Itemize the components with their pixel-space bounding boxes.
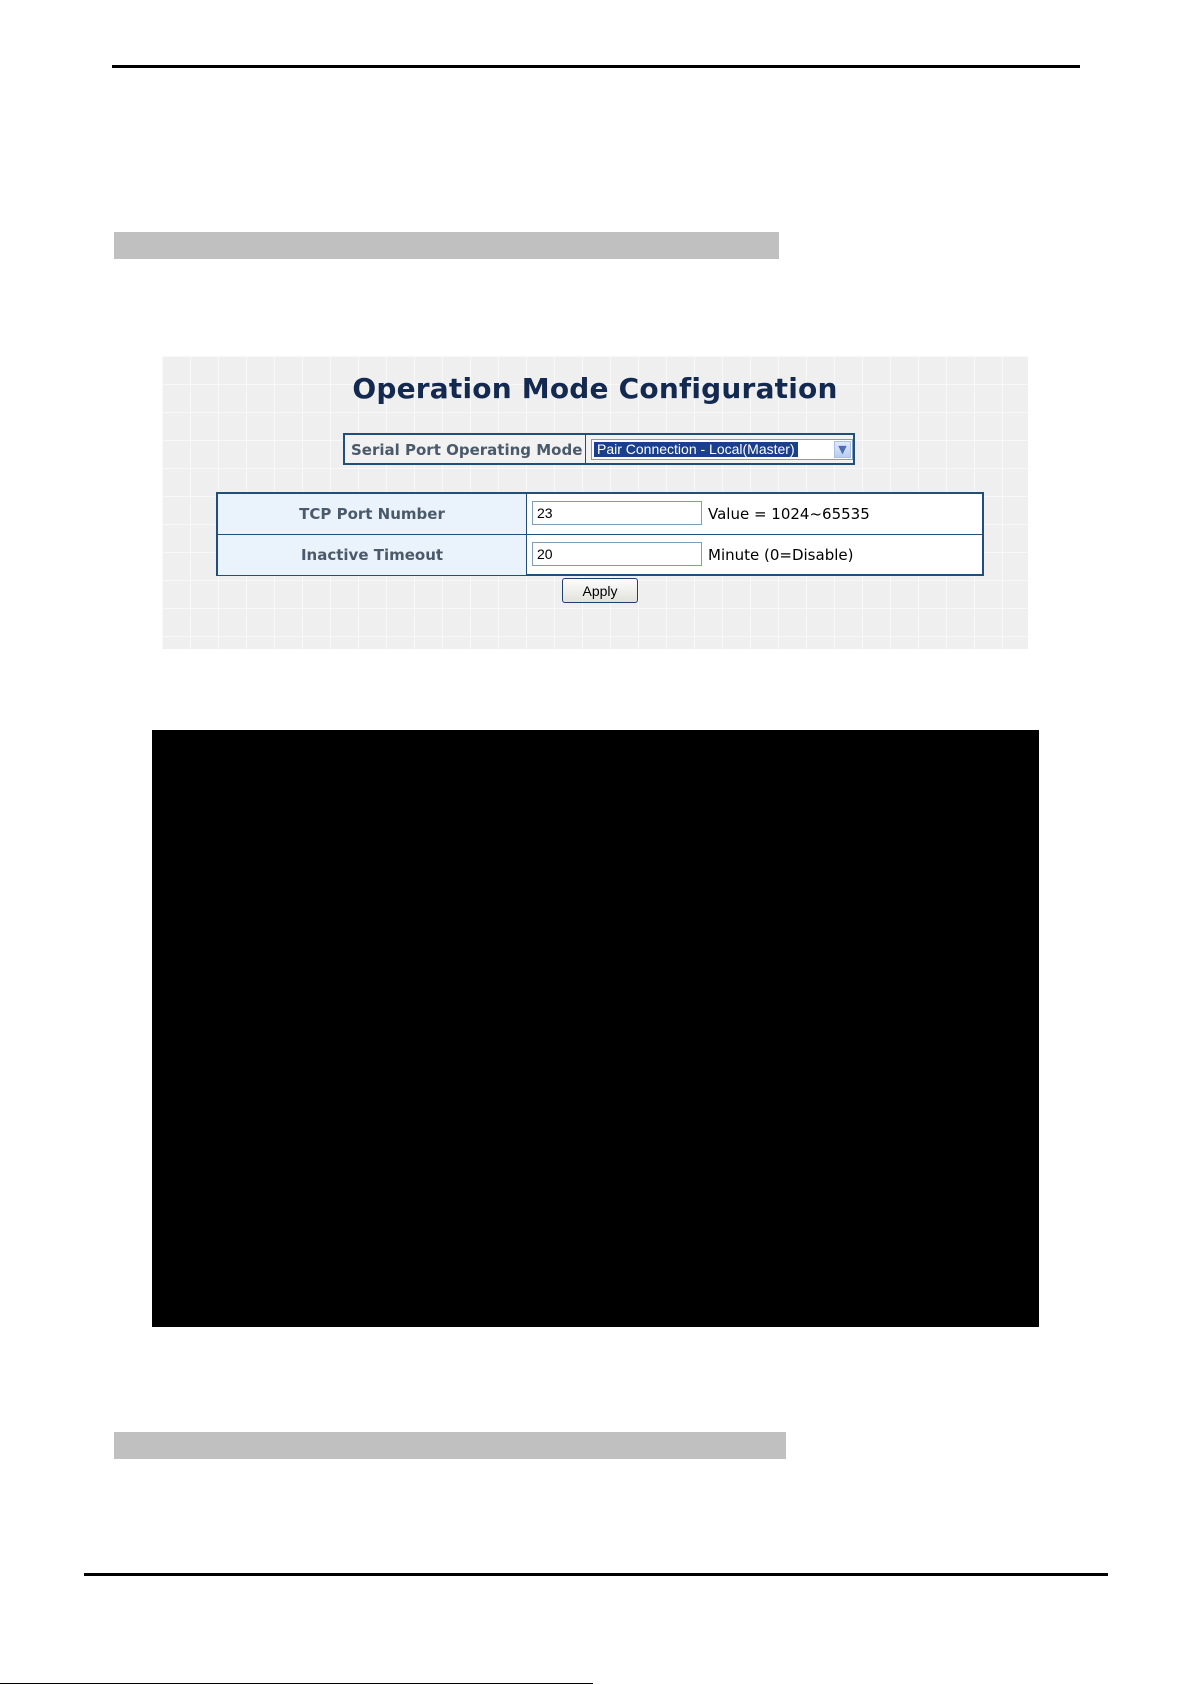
table-row	[218, 534, 982, 575]
tcp-port-hint: Value = 1024~65535	[708, 505, 870, 523]
settings-table	[216, 492, 984, 576]
inactive-timeout-label: Inactive Timeout	[218, 535, 527, 575]
tcp-port-cell	[527, 494, 982, 534]
table-row	[218, 494, 982, 534]
inactive-timeout-hint: Minute (0=Disable)	[708, 546, 854, 564]
web-ui-screenshot	[162, 356, 1028, 649]
operating-mode-row	[343, 433, 855, 465]
chevron-down-icon[interactable]: ▼	[834, 441, 851, 458]
redacted-image	[152, 730, 1039, 1327]
inactive-timeout-input[interactable]: 20	[532, 542, 702, 566]
section-heading-band	[114, 232, 779, 259]
page-title: Operation Mode Configuration	[352, 372, 838, 405]
divider	[585, 435, 586, 463]
inactive-timeout-cell	[527, 535, 982, 575]
tcp-port-label: TCP Port Number	[218, 494, 527, 534]
header-rule	[112, 65, 1080, 68]
apply-button[interactable]: Apply	[562, 578, 638, 603]
tcp-port-input[interactable]: 23	[532, 501, 702, 525]
footnote-rule	[0, 1683, 593, 1684]
section-heading-band-2	[114, 1432, 786, 1459]
footer-rule	[84, 1573, 1108, 1576]
operating-mode-select[interactable]	[591, 439, 853, 460]
operating-mode-value: Pair Connection - Local(Master)	[594, 442, 798, 457]
operating-mode-label: Serial Port Operating Mode	[351, 441, 583, 459]
